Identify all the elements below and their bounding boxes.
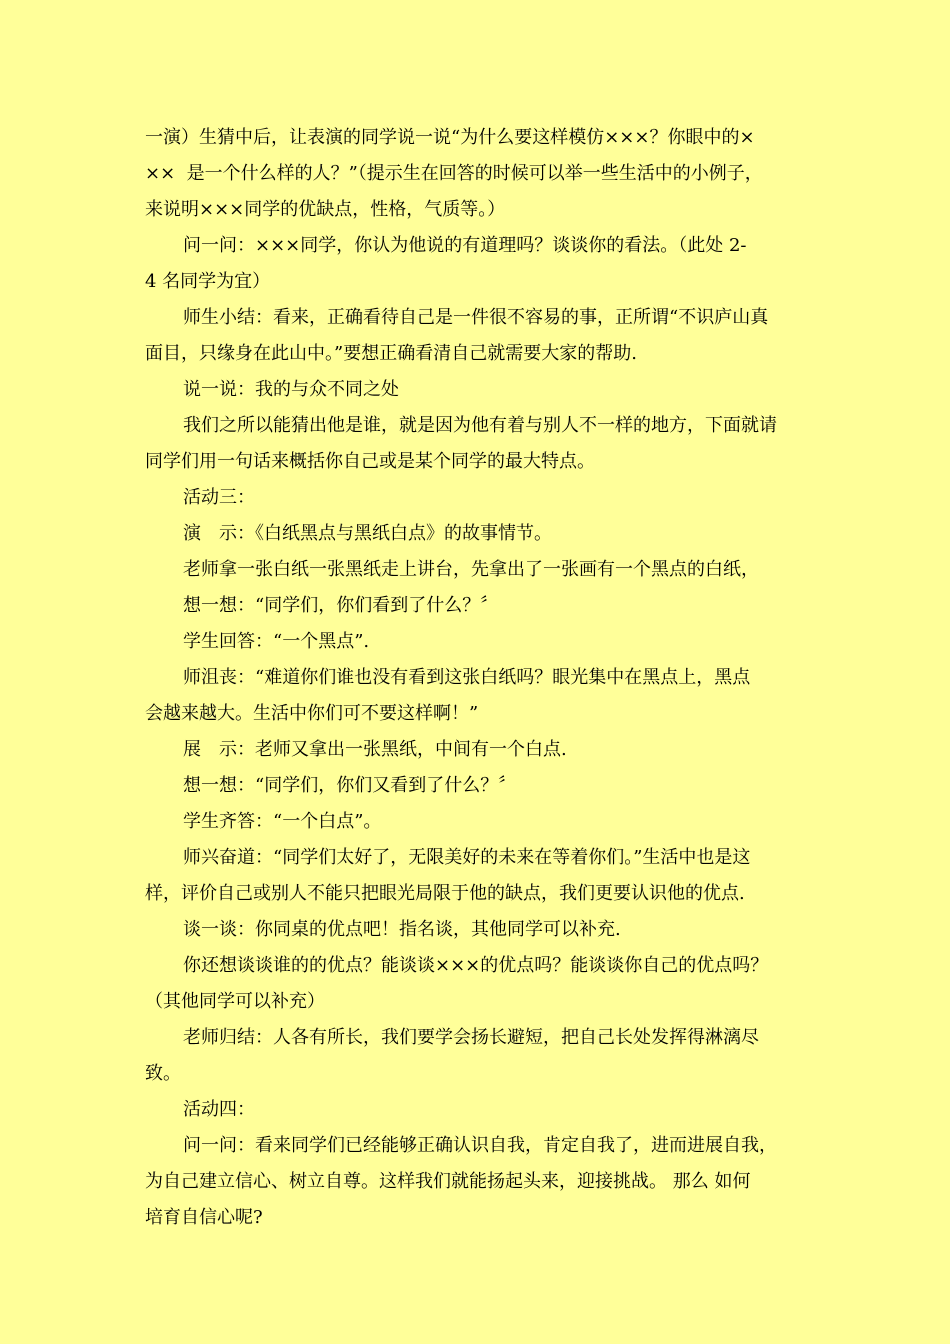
line: 致。 — [145, 1063, 181, 1084]
paragraph-more-strengths — [145, 948, 810, 1020]
line: 师生小结：看来，正确看待自己是一件很不容易的事，正所谓“不识庐山真 — [183, 307, 769, 328]
paragraph-show — [145, 732, 810, 768]
paragraph-teacher-conclusion — [145, 1020, 810, 1092]
document-page — [145, 120, 810, 1236]
line: 问一问：×××同学，你认为他说的有道理吗？谈谈你的看法。（此处 2- — [183, 235, 747, 256]
line: 展 示：老师又拿出一张黑纸，中间有一个白点. — [183, 739, 567, 760]
paragraph-summary — [145, 300, 810, 372]
paragraph-students-chorus — [145, 804, 810, 840]
line: 为自己建立信心、树立自尊。这样我们就能扬起头来，迎接挑战。 那么 如何 — [145, 1171, 751, 1192]
paragraph-teacher-excited — [145, 840, 810, 912]
line: 培育自信心呢? — [145, 1207, 263, 1228]
paragraph-intro-continued — [145, 120, 810, 228]
line: 活动四： — [183, 1099, 255, 1120]
line: 会越来越大。生活中你们可不要这样啊！” — [145, 703, 479, 724]
line: 演 示：《白纸黑点与黑纸白点》的故事情节。 — [183, 523, 552, 544]
line: 来说明×××同学的优缺点，性格，气质等。） — [145, 199, 506, 220]
line: 4 名同学为宜） — [145, 271, 271, 292]
paragraph-say — [145, 372, 810, 408]
line: 说一说：我的与众不同之处 — [183, 379, 399, 400]
heading-activity-four — [145, 1092, 810, 1128]
line: 师沮丧：“难道你们谁也没有看到这张白纸吗？眼光集中在黑点上，黑点 — [183, 667, 751, 688]
line: 想一想：“同学们，你们看到了什么？〞 — [183, 595, 499, 616]
paragraph-think-one — [145, 588, 810, 624]
line: 同学们用一句话来概括你自己或是某个同学的最大特点。 — [145, 451, 595, 472]
heading-activity-three — [145, 480, 810, 516]
line: 样，评价自己或别人不能只把眼光局限于他的缺点，我们更要认识他的优点. — [145, 883, 745, 904]
line: 师兴奋道：“同学们太好了，无限美好的未来在等着你们。”生活中也是这 — [183, 847, 751, 868]
paragraph-confidence — [145, 1128, 810, 1236]
line: 老师拿一张白纸一张黑纸走上讲台，先拿出了一张画有一个黑点的白纸， — [183, 559, 759, 580]
paragraph-teacher-dismay — [145, 660, 810, 732]
line: 活动三： — [183, 487, 255, 508]
line: （其他同学可以补充） — [145, 991, 325, 1012]
line: 学生回答：“一个黑点”. — [183, 631, 370, 652]
line: 面目，只缘身在此山中。”要想正确看清自己就需要大家的帮助. — [145, 343, 637, 364]
line: 我们之所以能猜出他是谁，就是因为他有着与别人不一样的地方，下面就请 — [183, 415, 777, 436]
line: 学生齐答：“一个白点”。 — [183, 811, 382, 832]
paragraph-think-two — [145, 768, 810, 804]
paragraph-demo — [145, 516, 810, 552]
paragraph-ask — [145, 228, 810, 300]
paragraph-student-answer — [145, 624, 810, 660]
paragraph-talk — [145, 912, 810, 948]
line: 你还想谈谈谁的的优点？能谈谈×××的优点吗？能谈谈你自己的优点吗？ — [183, 955, 769, 976]
line: 问一问：看来同学们已经能够正确认识自我，肯定自我了，进而进展自我， — [183, 1135, 777, 1156]
paragraph-guess-reason — [145, 408, 810, 480]
paragraph-teacher-paper — [145, 552, 810, 588]
line: 想一想：“同学们，你们又看到了什么？〞 — [183, 775, 517, 796]
line: 一演）生猜中后，让表演的同学说一说“为什么要这样模仿×××？你眼中的× — [145, 127, 755, 148]
line: 老师归结：人各有所长，我们要学会扬长避短，把自己长处发挥得淋漓尽 — [183, 1027, 759, 1048]
line: ×× 是一个什么样的人？”（提示生在回答的时候可以举一些生活中的小例子， — [145, 163, 763, 184]
line: 谈一谈：你同桌的优点吧！指名谈，其他同学可以补充. — [183, 919, 621, 940]
